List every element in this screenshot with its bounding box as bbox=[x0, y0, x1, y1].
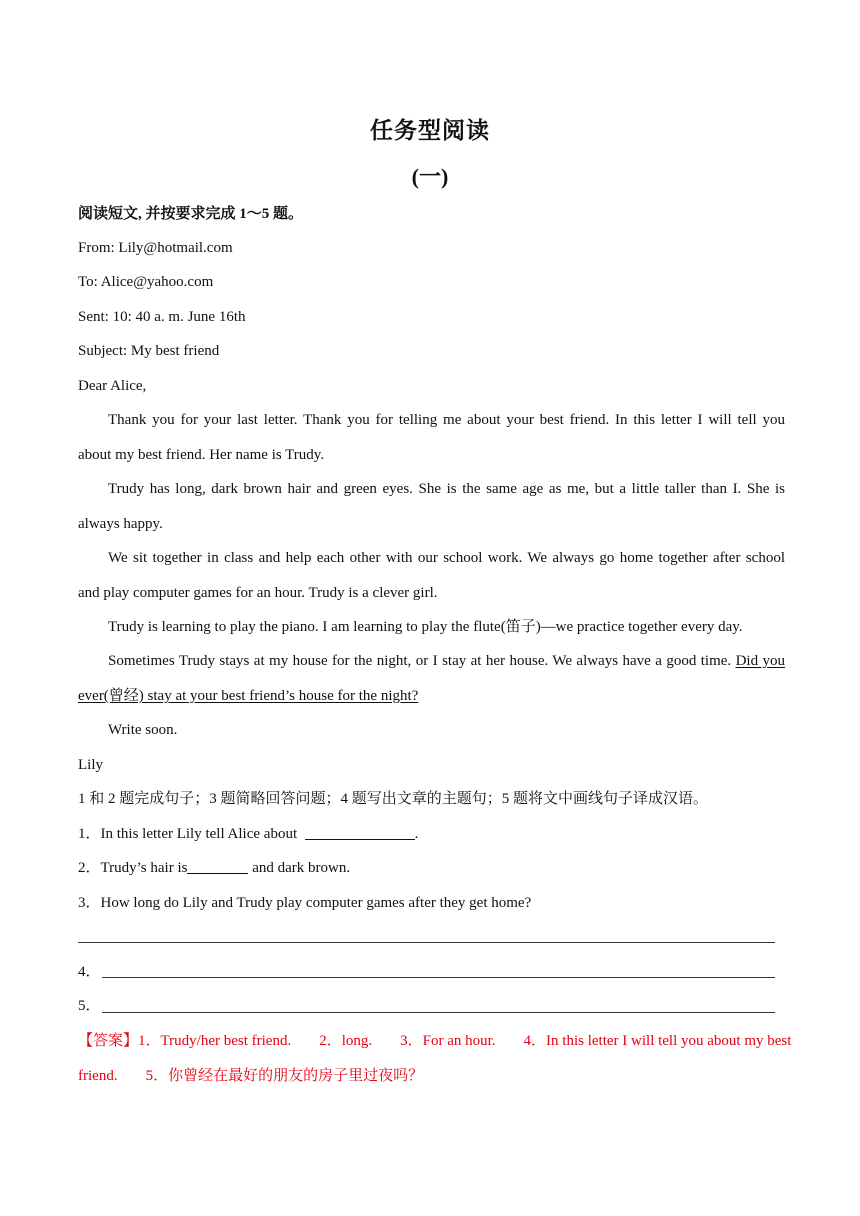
question-1-blank[interactable] bbox=[305, 824, 415, 840]
question-2-blank[interactable] bbox=[187, 858, 248, 874]
task-instruction: 1 和 2 题完成句子；3 题简略回答问题；4 题写出文章的主题句；5 题将文中画线句子译成汉语。 bbox=[78, 791, 709, 807]
email-subject: Subject: My best friend bbox=[78, 343, 220, 359]
question-1-text: 1．In this letter Lily tell Alice about bbox=[78, 826, 298, 842]
email-closing: Write soon. bbox=[108, 722, 178, 738]
question-5-answer-line[interactable] bbox=[102, 1012, 775, 1013]
paragraph-2-line-2: always happy. bbox=[78, 516, 163, 532]
question-3-answer-line[interactable] bbox=[78, 942, 775, 943]
answer-5: 5．你曾经在最好的朋友的房子里过夜吗？ bbox=[145, 1068, 424, 1084]
reading-instruction: 阅读短文, 并按要求完成 1～5 题。 bbox=[78, 206, 304, 222]
answer-4-part-1: 4．In this letter I will tell you about my best bbox=[523, 1033, 792, 1049]
question-5-label: 5． bbox=[78, 998, 101, 1014]
email-sent: Sent: 10: 40 a. m. June 16th bbox=[78, 309, 246, 325]
page-title: 任务型阅读 bbox=[370, 118, 490, 143]
question-2-end: and dark brown. bbox=[248, 860, 351, 876]
paragraph-3-line-1: We sit together in class and help each other with our school work. We always go home together after school bbox=[108, 550, 785, 566]
question-3: 3．How long do Lily and Trudy play computer games after they get home? bbox=[78, 895, 532, 911]
paragraph-1-line-1: Thank you for your last letter. Thank you for telling me about your best friend. In this letter I will tell you bbox=[108, 412, 785, 428]
answer-line-1 bbox=[78, 1031, 792, 1051]
question-1-end: . bbox=[414, 826, 419, 842]
email-greeting: Dear Alice, bbox=[78, 378, 147, 394]
answer-line-2 bbox=[78, 1066, 785, 1086]
paragraph-1-line-2: about my best friend. Her name is Trudy. bbox=[78, 447, 325, 463]
answer-2: 2．long. bbox=[319, 1033, 373, 1049]
paragraph-5-line-1 bbox=[108, 651, 785, 671]
question-2-start: 2．Trudy’s hair is bbox=[78, 860, 188, 876]
question-2 bbox=[78, 858, 785, 878]
question-4-answer-line[interactable] bbox=[102, 977, 775, 978]
answer-3: 3．For an hour. bbox=[400, 1033, 496, 1049]
answer-1: 1．Trudy/her best friend. bbox=[138, 1033, 292, 1049]
email-to: To: Alice@yahoo.com bbox=[78, 274, 214, 290]
paragraph-4: Trudy is learning to play the piano. I am learning to play the flute(笛子)—we practice together every day. bbox=[108, 619, 743, 635]
answer-label: 【答案】 bbox=[78, 1033, 139, 1049]
paragraph-5-line-2 bbox=[78, 686, 785, 706]
email-signature: Lily bbox=[78, 757, 103, 773]
section-number: (一) bbox=[411, 164, 449, 189]
question-1 bbox=[78, 824, 785, 844]
paragraph-5-text: Sometimes Trudy stays at my house for the night, or I stay at her house. We always have a good time. bbox=[108, 653, 732, 669]
email-from: From: Lily@hotmail.com bbox=[78, 240, 233, 256]
answer-4-part-2: friend. bbox=[78, 1068, 118, 1084]
paragraph-3-line-2: and play computer games for an hour. Trudy is a clever girl. bbox=[78, 585, 438, 601]
underlined-sentence-end: ever(曾经) stay at your best friend’s house for the night? bbox=[78, 688, 419, 704]
paragraph-2-line-1: Trudy has long, dark brown hair and green eyes. She is the same age as me, but a little taller than I. She is bbox=[108, 481, 785, 497]
question-4-label: 4． bbox=[78, 964, 101, 980]
underlined-sentence-start: Did you bbox=[735, 653, 786, 669]
